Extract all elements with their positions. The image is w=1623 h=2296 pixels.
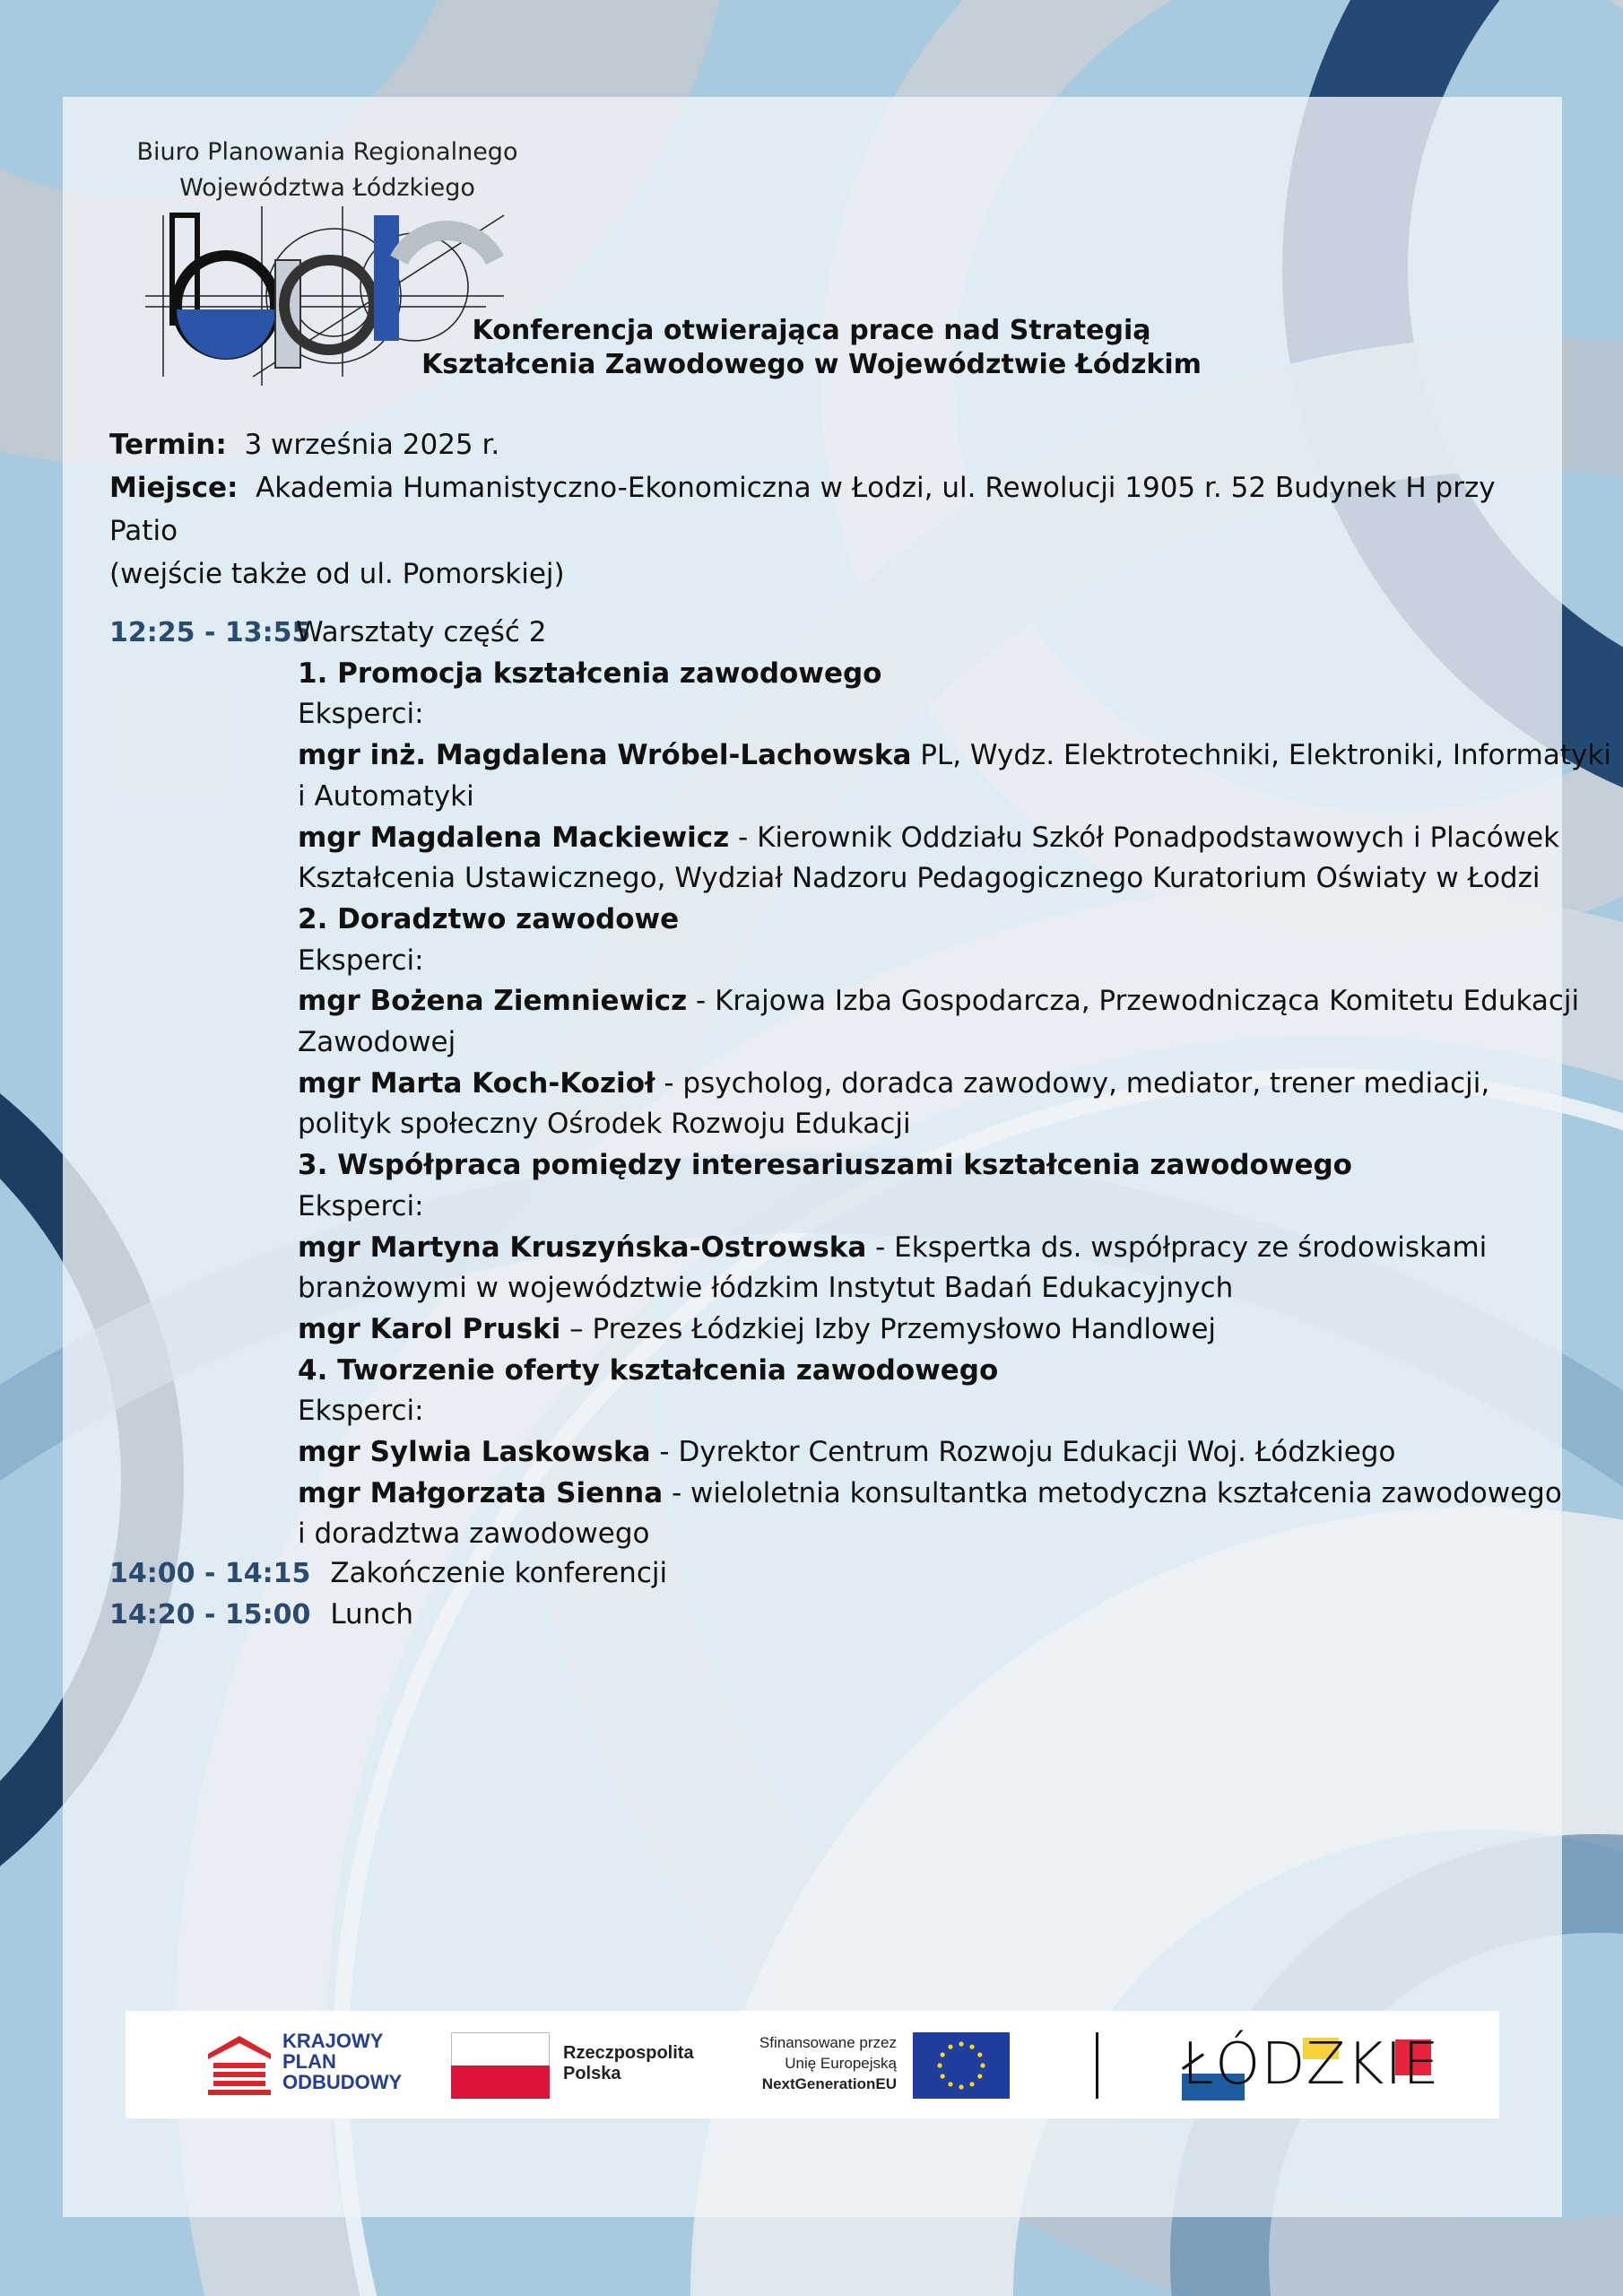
- agenda-time: 12:25 - 13:55: [109, 617, 311, 648]
- expert-entry: [298, 1228, 1623, 1269]
- expert-description-cont: i Automatyki: [298, 779, 474, 813]
- experts-label: Eksperci:: [298, 1395, 424, 1428]
- expert-entry: [298, 1432, 1623, 1474]
- eu-star: [948, 2082, 952, 2086]
- lodzkie-logo-text: ŁÓDZKIE: [1182, 2031, 1440, 2098]
- termin-label: Termin:: [109, 429, 227, 461]
- expert-description: - Dyrektor Centrum Rozwoju Edukacji Woj. Łódzkiego: [650, 1436, 1396, 1469]
- experts-label: Eksperci:: [298, 1189, 424, 1222]
- expert-entry: [298, 981, 1623, 1022]
- expert-description: – Prezes Łódzkiej Izby Przemysłowo Handlowej: [560, 1312, 1217, 1345]
- conference-title-line1: Konferencja otwierająca prace nad Strategią: [472, 315, 1151, 346]
- conference-title-line2: Kształcenia Zawodowego w Województwie Łódzkim: [421, 349, 1202, 380]
- miejsce-value-line1: Akademia Humanistyczno-Ekonomiczna w Łodzi, ul. Rewolucji 1905 r. 52 Budynek H przy Patio: [109, 472, 1496, 547]
- eu-star: [980, 2063, 985, 2067]
- eu-star: [977, 2052, 982, 2057]
- eu-star: [977, 2074, 982, 2078]
- eu-logo-text: [717, 2032, 897, 2094]
- eu-flag-icon: [913, 2032, 1010, 2099]
- expert-description-cont: Zawodowej: [298, 1026, 456, 1059]
- kpo-line1: KRAJOWY: [282, 2030, 384, 2052]
- expert-name: mgr Karol Pruski: [298, 1312, 561, 1345]
- miejsce-label: Miejsce:: [109, 472, 239, 504]
- meta-miejsce: [109, 466, 1508, 596]
- eu-star: [941, 2074, 945, 2078]
- org-name-line1: Biuro Planowania Regionalnego: [136, 138, 518, 166]
- expert-name: mgr Magdalena Mackiewicz: [298, 821, 730, 854]
- poland-flag-icon: [451, 2032, 550, 2099]
- expert-description: - psycholog, doradca zawodowy, mediator, trener mediacji,: [655, 1066, 1490, 1100]
- kpo-logo-icon: [208, 2032, 271, 2097]
- expert-description-cont: i doradztwa zawodowego: [298, 1518, 650, 1551]
- meta-termin: [109, 423, 499, 466]
- experts-label: Eksperci:: [298, 698, 424, 731]
- eu-star: [959, 2041, 963, 2046]
- section-title: 2. Doradztwo zawodowe: [298, 902, 680, 935]
- rp-logo-text: [563, 2043, 694, 2084]
- org-name: [99, 135, 556, 206]
- rp-line2: Polska: [563, 2064, 621, 2083]
- experts-label: Eksperci:: [298, 944, 424, 977]
- expert-name: mgr Bożena Ziemniewicz: [298, 985, 688, 1018]
- expert-name: mgr Marta Koch-Kozioł: [298, 1066, 655, 1100]
- eu-line1: Sfinansowane przez: [759, 2034, 897, 2051]
- eu-line2: Unię Europejską: [785, 2055, 897, 2072]
- section-title: 3. Współpraca pomiędzy interesariuszami kształcenia zawodowego: [298, 1149, 1352, 1182]
- section-title: 1. Promocja kształcenia zawodowego: [298, 657, 882, 690]
- termin-value: 3 września 2025 r.: [244, 429, 500, 461]
- agenda-title: Warsztaty część 2: [296, 616, 547, 648]
- expert-name: mgr Małgorzata Sienna: [298, 1476, 664, 1509]
- expert-entry: [298, 1309, 1623, 1351]
- expert-name: mgr Martyna Kruszyńska-Ostrowska: [298, 1231, 867, 1264]
- section-title: 4. Tworzenie oferty kształcenia zawodowego: [298, 1353, 999, 1387]
- eu-star: [937, 2063, 942, 2067]
- expert-name: mgr Sylwia Laskowska: [298, 1436, 651, 1469]
- eu-star: [959, 2084, 963, 2089]
- expert-description: - Kierownik Oddziału Szkół Ponadpodstawowych i Placówek: [729, 821, 1560, 854]
- kpo-line3: ODBUDOWY: [282, 2071, 403, 2093]
- eu-star: [948, 2045, 952, 2049]
- kpo-logo-text: [282, 2031, 402, 2092]
- expert-description-cont: branżowymi w województwie łódzkim Instytut Badań Edukacyjnych: [298, 1272, 1234, 1305]
- expert-description: - wieloletnia konsultantka metodyczna kształcenia zawodowego: [663, 1476, 1562, 1509]
- miejsce-value-line2: (wejście także od ul. Pomorskiej): [109, 558, 565, 590]
- expert-description: - Ekspertka ds. współpracy ze środowiskami: [866, 1231, 1488, 1264]
- workshop-sections: [298, 654, 1623, 1555]
- org-name-line2: Województwa Łódzkiego: [179, 174, 475, 202]
- eu-line3: NextGenerationEU: [761, 2075, 897, 2092]
- funding-logos-bar: [126, 2011, 1499, 2118]
- conference-title: [395, 314, 1228, 382]
- expert-description: - Krajowa Izba Gospodarcza, Przewodnicząca Komitetu Edukacji: [687, 985, 1580, 1018]
- kpo-line2: PLAN: [282, 2050, 336, 2073]
- expert-entry: [298, 818, 1623, 859]
- eu-star: [969, 2082, 974, 2086]
- agenda-item-lunch: [109, 1595, 413, 1636]
- expert-entry: [298, 1474, 1623, 1515]
- agenda-title: Lunch: [330, 1598, 414, 1631]
- expert-entry: [298, 1064, 1623, 1105]
- expert-entry: [298, 735, 1623, 777]
- divider: [1096, 2032, 1098, 2099]
- agenda-item-closing: [109, 1553, 667, 1595]
- agenda-time: 14:00 - 14:15: [109, 1558, 311, 1589]
- eu-star: [941, 2052, 945, 2057]
- expert-description-cont: polityk społeczny Ośrodek Rozwoju Edukacji: [298, 1108, 911, 1141]
- agenda-title: Zakończenie konferencji: [330, 1557, 668, 1589]
- agenda-time: 14:20 - 15:00: [109, 1599, 311, 1631]
- expert-name: mgr inż. Magdalena Wróbel-Lachowska: [298, 739, 912, 772]
- expert-description-cont: Kształcenia Ustawicznego, Wydział Nadzoru Pedagogicznego Kuratorium Oświaty w Łodzi: [298, 862, 1541, 895]
- rp-line1: Rzeczpospolita: [563, 2043, 694, 2063]
- expert-description: PL, Wydz. Elektrotechniki, Elektroniki, Informatyki: [911, 739, 1611, 772]
- eu-star: [969, 2045, 974, 2049]
